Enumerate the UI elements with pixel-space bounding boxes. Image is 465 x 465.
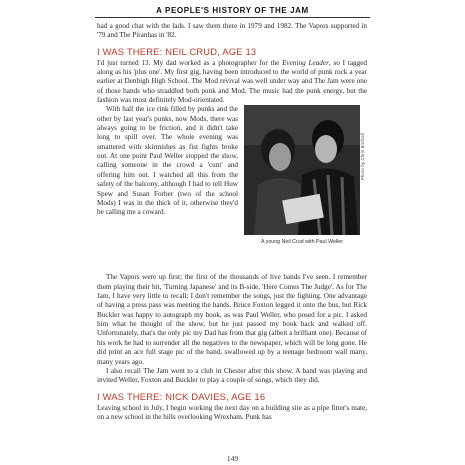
photo-neil-crud-paul-weller bbox=[244, 105, 360, 235]
wrapped-block bbox=[97, 105, 367, 273]
neil-paragraph-2: With half the ice rink filled by punks and the other by last year's punks, now Mods, there was always going to be friction, and it didn't take long to spill over. The whole evening was smattered with skirmishes as fist fights broke out. At one point Paul Weller stopped the show, calling someone in the crowd a 'cunt' and offering him out. I watched all this from the safety of the balcony, although I had to tell Huw Spew and Susan Forber (two of the school Mods) I was in the thick of it, otherwise they'd be calling me a coward. bbox=[97, 105, 238, 217]
intro-paragraph: had a good chat with the lads. I saw them there in 1979 and 1982. The Vapors supported in '79 and The Piranhas in '82. bbox=[97, 22, 367, 40]
photo-figure bbox=[244, 105, 367, 247]
photo-caption: A young Neil Crud with Paul Weller bbox=[260, 239, 344, 246]
running-head: A PEOPLE'S HISTORY OF THE JAM bbox=[156, 6, 309, 15]
photo-credit: Photo by Chris Birdsall bbox=[359, 133, 365, 181]
nick-paragraph-1: Leaving school in July, I begin working the next day on a building site as a pipe fitter's mate, on a new school in the hills overlooking Wrexham. Punk has bbox=[97, 403, 367, 421]
section-heading-neil-crud: I WAS THERE: NEIL CRUD, AGE 13 bbox=[97, 45, 257, 57]
section-heading-nick-davies: I WAS THERE: NICK DAVIES, AGE 16 bbox=[97, 390, 266, 402]
page-number: 149 bbox=[226, 454, 239, 463]
photo-image bbox=[244, 105, 360, 235]
newspaper-title: Evening Leader bbox=[282, 58, 329, 67]
neil-paragraph-4: I also recall The Jam went to a club in Chester after this show. A band was playing and invited Weller, Foxton and Buckler to play a couple of songs, which they did. bbox=[97, 366, 367, 385]
header-rule bbox=[95, 17, 370, 18]
text-column bbox=[97, 22, 367, 422]
neil-paragraph-1: I'd just turned 13. My dad worked as a photographer for the Evening Leader, so I tagged along as his 'plus one'. My first gig, having been introduced to the world of punk rock a year earlier at Denbigh High School. The Mod revival was well under way and The Jam were one of those bands who straddled both punk and Mod. The music had the punk energy, but the fashion was most definitely Mod-orientated. bbox=[97, 58, 368, 105]
neil-paragraph-3: The Vapors were up first; the first of the thousands of live bands I've seen. I remember them playing their hit, 'Turning Japanese' and its B-side, 'Here Comes The Judge'. As for The Jam, I have very little to recall; I don't remember the songs, just the fighting. One advantage of having a press pass was meeting the bands. Bruce Foxton legged it onto the bus, but Rick Buckler was happy to autograph my book, as was Paul Weller, who posed for a pic. I asked him what he thought of the show, but he just passed my book back and walked off. Unfortunately, that's the only pic my Dad has from that gig (albeit a brilliant one). Because of his work he had to surrender all the negatives to the newspaper, which will be long gone. He did print an ace full stage pic of the band, swallowed up by a teenage bedroom wall many, many years ago. bbox=[97, 273, 367, 366]
